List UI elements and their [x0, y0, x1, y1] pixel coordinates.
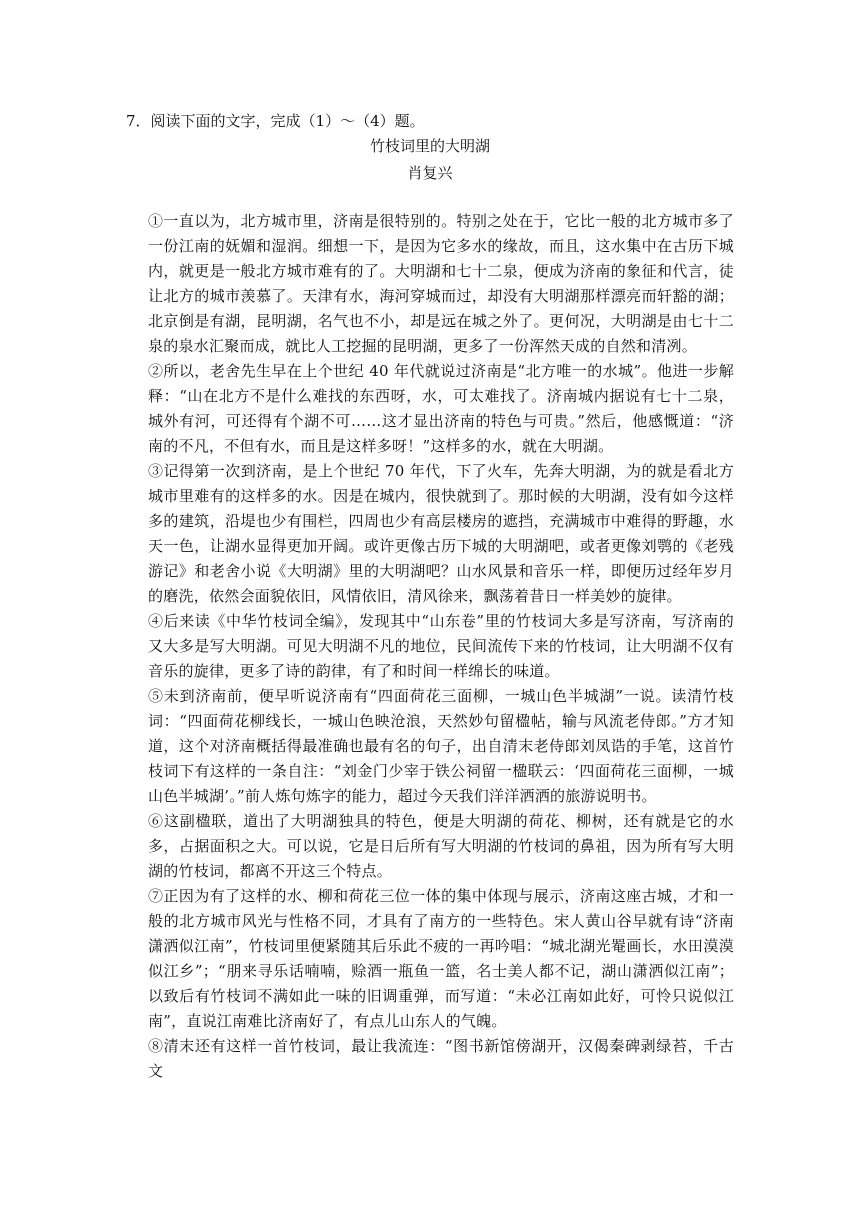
- paragraph-1: ①一直以为，北方城市里，济南是很特别的。特别之处在于，它比一般的北方城市多了一份江南的妩媚和湿润。细想一下，是因为它多水的缘故，而且，这水集中在古历下城内，就更是一般北方城市难有的了。大明湖和七十二泉，便成为济南的象征和代言，徒让北方的城市羡慕了。天津有水，海河穿城而过，却没有大明湖那样漂亮而轩豁的湖；北京倒是有湖，昆明湖，名气也不小，却是远在城之外了。更何况，大明湖是由七十二泉的泉水汇聚而成，就比人工挖掘的昆明湖，更多了一份浑然天成的自然和清冽。: [148, 212, 734, 355]
- paragraph-5: ⑤未到济南前，便早听说济南有“四面荷花三面柳，一城山色半城湖”一说。读清竹枝词：“四面荷花柳线长，一城山色映沧浪，天然妙句留楹帖，输与风流老侍郎。”方才知道，这个对济南概括得最准确也最有名的句子，出自清末老侍郎刘凤诰的手笔，这首竹枝词下有这样的一条自注：“刘金门少宰于铁公祠留一楹联云：‘四面荷花三面柳，一城山色半城湖’。”前人炼句炼字的能力，超过今天我们洋洋洒洒的旅游说明书。: [148, 687, 734, 805]
- paragraph-7: ⑦正因为有了这样的水、柳和荷花三位一体的集中体现与展示，济南这座古城，才和一般的北方城市风光与性格不同，才具有了南方的一些特色。宋人黄山谷早就有诗“济南潇洒似江南”，竹枝词里便紧随其后乐此不疲的一再吟唱：“城北湖光罨画长，水田漠漠似江乡”；“朋来寻乐话喃喃，赊酒一瓶鱼一篮，名士美人都不记，湖山潇洒似江南”；以致后有竹枝词不满如此一味的旧调重弹，而写道：“未必江南如此好，可怜只说似江南”，直说江南难比济南好了，有点儿山东人的气魄。: [148, 887, 734, 1030]
- paragraph-6: ⑥这副楹联，道出了大明湖独具的特色，便是大明湖的荷花、柳树，还有就是它的水多，占据面积之大。可以说，它是日后所有写大明湖的竹枝词的鼻祖，因为所有写大明湖的竹枝词，都离不开这三个特点。: [148, 812, 734, 880]
- paragraph-2: ②所以，老舍先生早在上个世纪 40 年代就说过济南是“北方唯一的水城”。他进一步解释：“山在北方不是什么难找的东西呀，水，可太难找了。济南城内据说有七十二泉，城外有河，可还得有个湖不可……这才显出济南的特色与可贵。”然后，他感慨道：“济南的不凡，不但有水，而且是这样多呀！”这样多的水，就在大明湖。: [148, 362, 734, 455]
- article-author: 肖复兴: [407, 164, 453, 182]
- paragraph-3: ③记得第一次到济南，是上个世纪 70 年代，下了火车，先奔大明湖，为的就是看北方城市里难有的这样多的水。因是在城内，很快就到了。那时候的大明湖，没有如今这样多的建筑，沿堤也少有围栏，四周也少有高层楼房的遮挡，充满城市中难得的野趣，水天一色，让湖水显得更加开阔。或许更像古历下城的大明湖吧，或者更像刘鹗的《老残游记》和老舍小说《大明湖》里的大明湖吧？山水风景和音乐一样，即便历过经年岁月的磨洗，依然会面貌依旧，风情依旧，清风徐来，飘荡着昔日一样美妙的旋律。: [148, 462, 734, 605]
- article-title: 竹枝词里的大明湖: [369, 137, 490, 155]
- paragraph-8: ⑧清末还有这样一首竹枝词，最让我流连：“图书新馆傍湖开，汉偈秦碑剥绿苔，千古文: [148, 1037, 734, 1080]
- question-heading: 7．阅读下面的文字，完成（1）～（4）题。: [126, 112, 425, 130]
- article-body: [148, 209, 734, 1084]
- paragraph-4: ④后来读《中华竹枝词全编》，发现其中“山东卷”里的竹枝词大多是写济南，写济南的又大多是写大明湖。可见大明湖不凡的地位，民间流传下来的竹枝词，让大明湖不仅有音乐的旋律，更多了诗的韵律，有了和时间一样绵长的味道。: [148, 612, 734, 680]
